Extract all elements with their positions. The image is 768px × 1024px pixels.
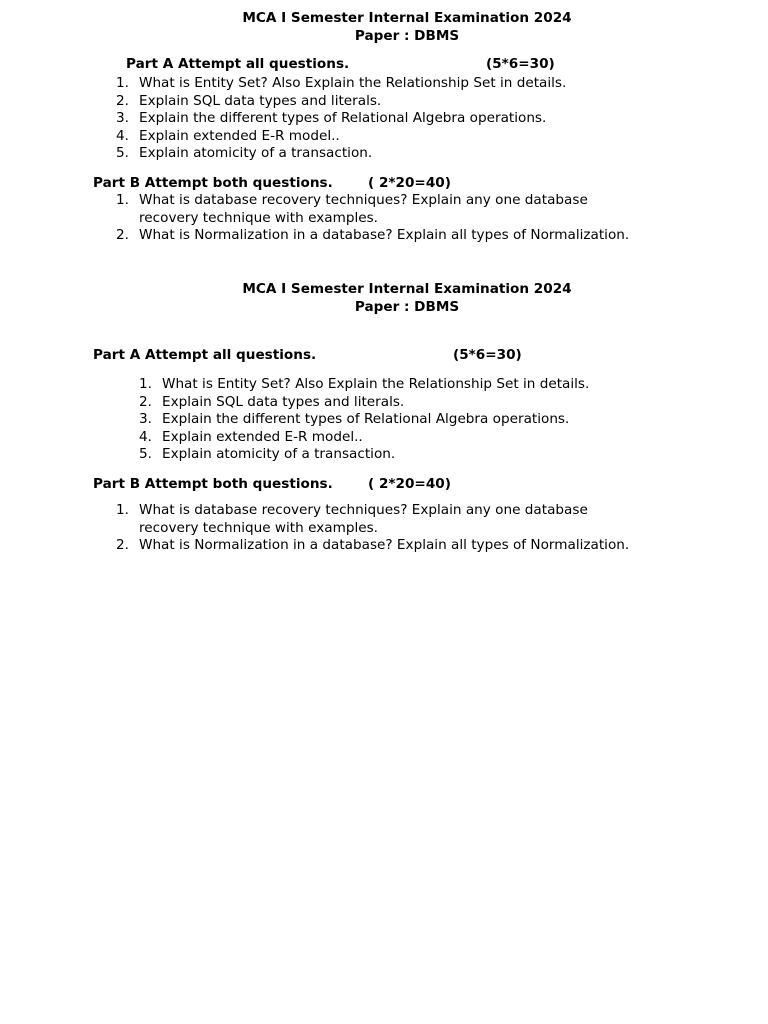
part-a-marks: (5*6=30) — [453, 347, 522, 363]
paper-title: Paper : DBMS — [354, 28, 460, 44]
question-item — [116, 429, 589, 447]
question-text: What is Normalization in a database? Explain all types of Normalization. — [139, 537, 630, 554]
question-number: 4. — [116, 127, 129, 144]
part-b-marks: ( 2*20=40) — [368, 476, 451, 492]
question-text: Explain the different types of Relational Algebra operations. — [162, 411, 570, 428]
question-item — [116, 376, 589, 394]
question-item — [116, 411, 589, 429]
question-number: 5. — [116, 145, 129, 162]
question-text: What is Normalization in a database? Explain all types of Normalization. — [139, 227, 630, 244]
question-number: 2. — [139, 393, 152, 410]
question-number: 3. — [116, 110, 129, 127]
part-b-marks: ( 2*20=40) — [368, 175, 451, 191]
part-a-heading: Part A Attempt all questions. — [93, 347, 317, 363]
question-item — [93, 227, 630, 245]
question-item — [93, 502, 605, 537]
question-item — [93, 110, 566, 128]
question-item — [93, 537, 630, 555]
part-a-heading: Part A Attempt all questions. — [126, 56, 350, 72]
question-item — [93, 75, 566, 93]
question-item — [93, 145, 566, 163]
part-b-question-list — [93, 502, 630, 555]
part-a-marks: (5*6=30) — [486, 56, 555, 72]
question-text: What is Entity Set? Also Explain the Relationship Set in details. — [139, 75, 567, 91]
question-number: 1. — [139, 376, 152, 392]
question-number: 2. — [116, 537, 129, 554]
paper-title: Paper : DBMS — [354, 299, 460, 315]
part-a-question-list — [93, 75, 566, 163]
question-text: Explain SQL data types and literals. — [162, 393, 405, 410]
question-number: 4. — [139, 428, 152, 445]
question-text: What is database recovery techniques? Explain any one database recovery technique with examples. — [139, 502, 588, 536]
question-number: 2. — [116, 227, 129, 244]
part-b-heading: Part B Attempt both questions. — [93, 175, 333, 191]
question-number: 1. — [116, 192, 129, 208]
question-item — [93, 128, 566, 146]
part-b-heading: Part B Attempt both questions. — [93, 476, 333, 492]
question-number: 3. — [139, 411, 152, 428]
exam-title: MCA I Semester Internal Examination 2024 — [242, 10, 572, 26]
part-a-question-list — [116, 376, 589, 464]
question-text: Explain the different types of Relational Algebra operations. — [139, 110, 547, 127]
question-item — [116, 446, 589, 464]
question-text: What is database recovery techniques? Explain any one database recovery technique with examples. — [139, 192, 588, 226]
question-number: 1. — [116, 502, 129, 518]
part-b-question-list — [93, 192, 630, 245]
question-text: Explain extended E-R model.. — [162, 428, 363, 445]
question-number: 2. — [116, 92, 129, 109]
question-text: Explain atomicity of a transaction. — [139, 145, 373, 162]
question-number: 5. — [139, 446, 152, 463]
exam-title: MCA I Semester Internal Examination 2024 — [242, 281, 572, 297]
question-item — [93, 192, 605, 227]
question-text: What is Entity Set? Also Explain the Relationship Set in details. — [162, 376, 590, 392]
question-text: Explain SQL data types and literals. — [139, 92, 382, 109]
question-item — [116, 394, 589, 412]
question-number: 1. — [116, 75, 129, 91]
question-text: Explain extended E-R model.. — [139, 127, 340, 144]
question-item — [93, 93, 566, 111]
question-text: Explain atomicity of a transaction. — [162, 446, 396, 463]
